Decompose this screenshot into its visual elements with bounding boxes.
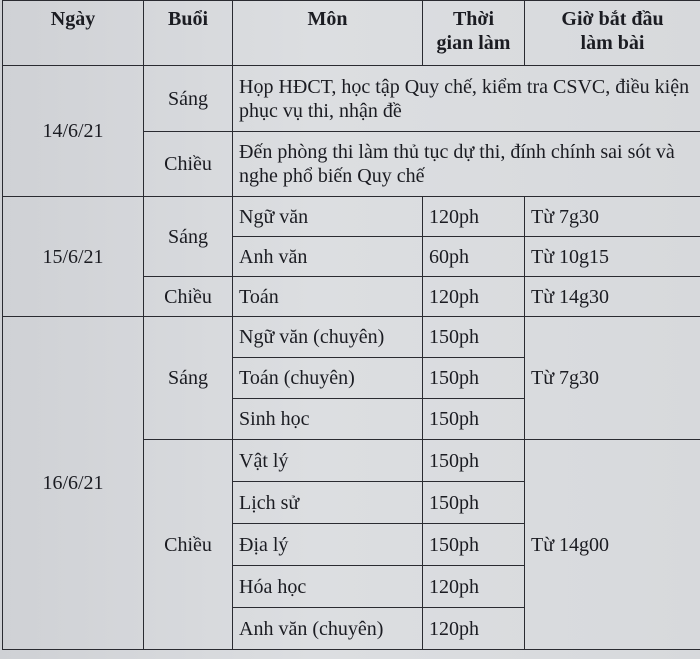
- duration-cell: 150ph: [423, 440, 525, 482]
- header-duration-line1: Thời: [452, 8, 495, 30]
- start-time-cell: Từ 7g30: [525, 317, 700, 440]
- header-duration: [423, 1, 525, 66]
- duration-cell: 150ph: [423, 482, 525, 524]
- session-cell: Sáng: [144, 197, 233, 277]
- duration-cell: 150ph: [423, 317, 525, 358]
- subject-cell: Anh văn (chuyên): [233, 608, 423, 650]
- start-time-cell: Từ 14g00: [525, 440, 700, 650]
- subject-cell: Ngữ văn: [233, 197, 423, 237]
- subject-cell: Toán (chuyên): [233, 358, 423, 399]
- date-cell: 16/6/21: [3, 317, 144, 650]
- session-cell: Sáng: [144, 317, 233, 440]
- date-cell: 14/6/21: [3, 66, 144, 197]
- duration-cell: 120ph: [423, 566, 525, 608]
- duration-cell: 150ph: [423, 358, 525, 399]
- header-duration-line2: gian làm: [436, 32, 511, 54]
- subject-cell: Anh văn: [233, 237, 423, 277]
- header-date: Ngày: [3, 1, 144, 66]
- duration-cell: 120ph: [423, 608, 525, 650]
- subject-cell: Hóa học: [233, 566, 423, 608]
- session-cell: Chiều: [144, 132, 233, 197]
- duration-cell: 60ph: [423, 237, 525, 277]
- activity-cell: Đến phòng thi làm thủ tục dự thi, đính chính sai sót và nghe phổ biến Quy chế: [233, 132, 700, 197]
- duration-cell: 150ph: [423, 524, 525, 566]
- table-row: [3, 197, 700, 237]
- duration-cell: 150ph: [423, 399, 525, 440]
- header-subject: Môn: [233, 1, 423, 66]
- duration-cell: 120ph: [423, 197, 525, 237]
- table-row: [3, 66, 700, 132]
- header-start-time: [525, 1, 700, 66]
- activity-cell: Họp HĐCT, học tập Quy chế, kiểm tra CSVC, điều kiện phục vụ thi, nhận đề: [233, 66, 700, 132]
- subject-cell: Toán: [233, 277, 423, 317]
- header-row: [3, 1, 700, 66]
- header-session: Buổi: [144, 1, 233, 66]
- start-time-cell: Từ 7g30: [525, 197, 700, 237]
- header-start-line2: làm bài: [580, 32, 645, 54]
- table-row: [3, 317, 700, 358]
- header-start-line1: Giờ bắt đầu: [561, 8, 664, 30]
- start-time-cell: Từ 10g15: [525, 237, 700, 277]
- subject-cell: Ngữ văn (chuyên): [233, 317, 423, 358]
- session-cell: Sáng: [144, 66, 233, 132]
- subject-cell: Vật lý: [233, 440, 423, 482]
- subject-cell: Địa lý: [233, 524, 423, 566]
- session-cell: Chiều: [144, 277, 233, 317]
- subject-cell: Sinh học: [233, 399, 423, 440]
- date-cell: 15/6/21: [3, 197, 144, 317]
- duration-cell: 120ph: [423, 277, 525, 317]
- subject-cell: Lịch sử: [233, 482, 423, 524]
- start-time-cell: Từ 14g30: [525, 277, 700, 317]
- session-cell: Chiều: [144, 440, 233, 650]
- exam-schedule-table: [2, 0, 700, 650]
